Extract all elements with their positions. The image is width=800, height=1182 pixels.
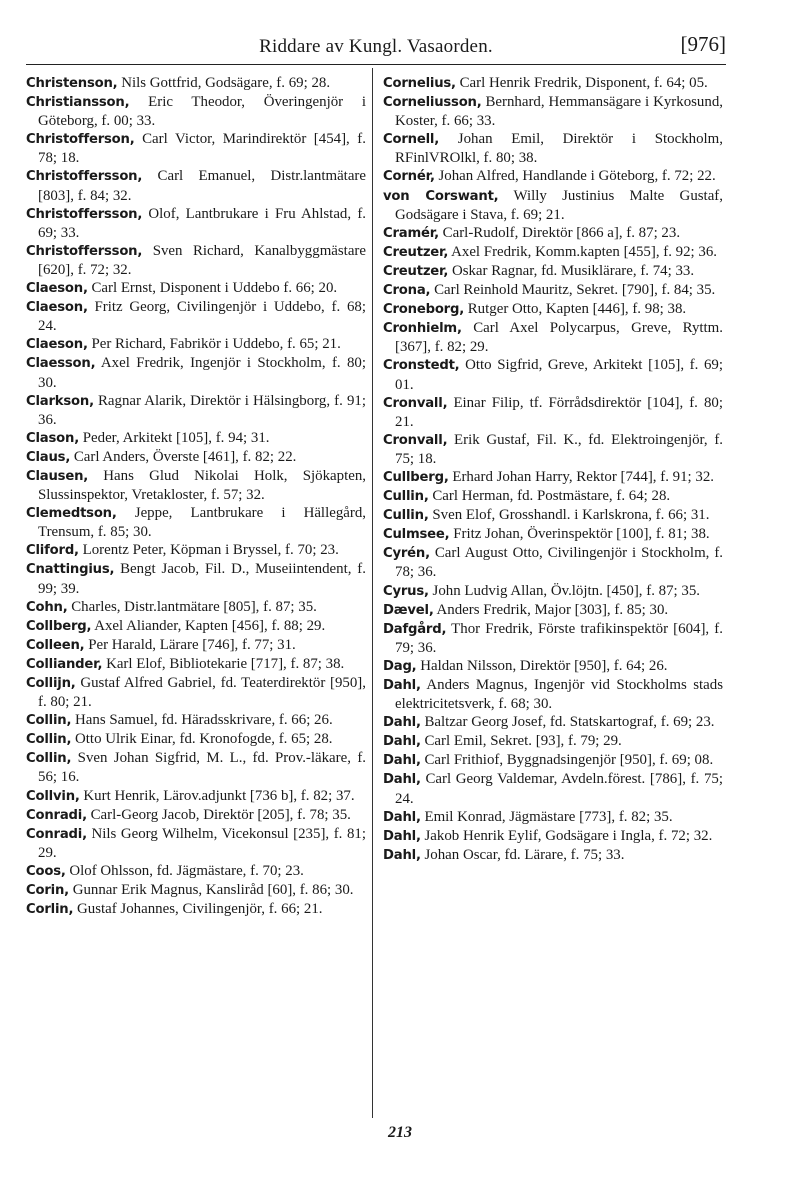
- entry-surname: Christoffersson,: [26, 243, 143, 259]
- entry-surname: Claeson,: [26, 337, 88, 353]
- entry-details: Carl Herman, fd. Postmästare, f. 64; 28.: [428, 488, 671, 505]
- register-entry: [26, 167, 366, 204]
- entry-surname: Claeson,: [26, 281, 88, 297]
- entry-surname: Colliander,: [26, 656, 103, 672]
- register-entry: [383, 620, 723, 657]
- entry-details: Hans Glud Nikolai Holk, Sjökapten, Slussinspektor, Vretakloster, f. 57; 32.: [38, 467, 366, 504]
- register-entry: [383, 468, 723, 487]
- entry-surname: Cliford,: [26, 543, 79, 559]
- entry-details: Gunnar Erik Magnus, Kansliråd [60], f. 86; 30.: [68, 882, 354, 899]
- entry-details: Bengt Jacob, Fil. D., Museiintendent, f. 99; 39.: [38, 561, 366, 597]
- entry-surname: Dag,: [383, 658, 417, 674]
- entry-details: Carl Frithiof, Byggnadsingenjör [950], f. 69; 08.: [420, 752, 714, 769]
- entry-surname: Conradi,: [26, 807, 87, 823]
- entry-details: Gustaf Alfred Gabriel, fd. Teaterdirektör [950], f. 80; 21.: [38, 675, 366, 711]
- register-entry: [26, 429, 366, 448]
- entry-surname: Dahl,: [383, 734, 421, 750]
- entry-details: Rutger Otto, Kapten [446], f. 98; 38.: [464, 301, 687, 318]
- entry-details: Thor Fredrik, Förste trafikinspektör [604], f. 79; 36.: [395, 620, 723, 656]
- entry-details: Haldan Nilsson, Direktör [950], f. 64; 26.: [416, 657, 668, 674]
- entry-details: Carl Reinhold Mauritz, Sekret. [790], f. 84; 35.: [430, 282, 716, 299]
- entry-details: Gustaf Johannes, Civilingenjör, f. 66; 21.: [73, 901, 323, 918]
- entry-details: Per Harald, Lärare [746], f. 77; 31.: [84, 636, 296, 653]
- entry-surname: Creutzer,: [383, 263, 449, 279]
- entry-surname: Conradi,: [26, 826, 87, 842]
- register-entry: [26, 711, 366, 730]
- entry-surname: Cronstedt,: [383, 358, 460, 374]
- entry-surname: Coos,: [26, 863, 66, 879]
- entry-details: Carl Emil, Sekret. [93], f. 79; 29.: [420, 733, 622, 750]
- entry-surname: Cullin,: [383, 489, 429, 505]
- entry-surname: Cornér,: [383, 169, 435, 185]
- entry-details: Nils Gottfrid, Godsägare, f. 69; 28.: [117, 75, 331, 91]
- entry-surname: Cornell,: [383, 132, 440, 148]
- entry-details: Otto Ulrik Einar, fd. Kronofogde, f. 65; 28.: [71, 731, 333, 748]
- entry-details: Johan Alfred, Handlande i Göteborg, f. 72; 22.: [434, 168, 716, 185]
- entry-surname: Clarkson,: [26, 393, 94, 409]
- entry-details: Carl Anders, Överste [461], f. 82; 22.: [70, 448, 297, 465]
- register-entry: [383, 506, 723, 525]
- page-header: [26, 30, 726, 60]
- register-entry: [383, 657, 723, 676]
- entry-details: Jeppe, Lantbrukare i Hällegård, Trensum, f. 85; 30.: [38, 505, 366, 541]
- entry-details: Lorentz Peter, Köpman i Bryssel, f. 70; 23.: [78, 542, 339, 559]
- entry-details: Bernhard, Hemmansägare i Kyrkosund, Koster, f. 66; 33.: [395, 94, 723, 130]
- entry-surname: Crona,: [383, 283, 431, 299]
- entry-details: Johan Emil, Direktör i Stockholm, RFinlVROlkl, f. 80; 38.: [395, 131, 723, 167]
- register-entry: [26, 674, 366, 711]
- register-entry: [26, 825, 366, 862]
- entry-surname: Clason,: [26, 430, 80, 446]
- entry-surname: Claesson,: [26, 356, 96, 372]
- register-entry: [383, 281, 723, 300]
- register-entry: [26, 749, 366, 786]
- register-entry: [383, 224, 723, 243]
- entry-details: Charles, Distr.lantmätare [805], f. 87; 35.: [67, 598, 317, 615]
- entry-surname: Dahl,: [383, 678, 421, 693]
- entry-details: Sven Johan Sigfrid, M. L., fd. Prov.-läkare, f. 56; 16.: [38, 750, 366, 786]
- entry-details: Carl Henrik Fredrik, Disponent, f. 64; 05.: [455, 75, 708, 91]
- column-divider: [372, 68, 373, 1118]
- entry-surname: Christoffersson,: [26, 206, 143, 222]
- register-entry: [26, 335, 366, 354]
- entry-surname: Creutzer,: [383, 244, 449, 260]
- register-entry: [383, 732, 723, 751]
- entry-surname: Collin,: [26, 751, 72, 767]
- entry-details: Anders Fredrik, Major [303], f. 85; 30.: [433, 601, 669, 618]
- register-entry: [26, 279, 366, 298]
- entry-surname: Dahl,: [383, 772, 421, 788]
- entry-surname: Dævel,: [383, 602, 434, 618]
- entry-details: Carl Ernst, Disponent i Uddebo f. 66; 20.: [87, 280, 338, 297]
- register-entry: [26, 467, 366, 504]
- entry-surname: Cyrus,: [383, 583, 429, 599]
- entry-details: Emil Konrad, Jägmästare [773], f. 82; 35.: [420, 808, 673, 825]
- page-footer-number: 213: [388, 1124, 412, 1141]
- register-entry: [383, 770, 723, 807]
- entry-details: Per Richard, Fabrikör i Uddebo, f. 65; 21.: [87, 336, 341, 353]
- register-entry: [383, 356, 723, 393]
- register-entry: [383, 487, 723, 506]
- register-entry: [26, 130, 366, 167]
- entry-surname: Culmsee,: [383, 527, 450, 543]
- entry-details: Jakob Henrik Eylif, Godsägare i Ingla, f. 72; 32.: [420, 827, 713, 844]
- register-entry: [383, 262, 723, 281]
- register-entry: [26, 560, 366, 597]
- register-entry: [26, 617, 366, 636]
- header-rule: [26, 64, 726, 65]
- entry-details: Axel Fredrik, Komm.kapten [455], f. 92; 36.: [448, 243, 718, 260]
- entry-surname: Cronvall,: [383, 432, 448, 448]
- entry-details: Carl-Rudolf, Direktör [866 a], f. 87; 23.: [438, 224, 681, 241]
- entry-details: Nils Georg Wilhelm, Vicekonsul [235], f. 81; 29.: [38, 825, 366, 861]
- entry-details: Carl-Georg Jacob, Direktör [205], f. 78; 35.: [86, 806, 351, 823]
- register-entry: [26, 900, 366, 919]
- entry-details: Carl Axel Polycarpus, Greve, Ryttm. [367], f. 82; 29.: [395, 320, 723, 356]
- entry-surname: Croneborg,: [383, 302, 465, 318]
- entry-surname: Cramér,: [383, 225, 439, 241]
- entry-surname: Dahl,: [383, 828, 421, 844]
- register-entry: [26, 354, 366, 391]
- entry-details: Oskar Ragnar, fd. Musiklärare, f. 74; 33.: [448, 262, 695, 279]
- entry-surname: Dahl,: [383, 753, 421, 769]
- register-entry: [383, 751, 723, 770]
- entry-details: Axel Fredrik, Ingenjör i Stockholm, f. 80; 30.: [38, 355, 366, 391]
- entry-details: Kurt Henrik, Lärov.adjunkt [736 b], f. 82; 37.: [79, 787, 355, 804]
- entry-surname: von Corswant,: [383, 188, 499, 204]
- entry-details: Erik Gustaf, Fil. K., fd. Elektroingenjör, f. 75; 18.: [395, 431, 723, 467]
- entry-surname: Christoffersson,: [26, 169, 143, 185]
- register-entry: [383, 243, 723, 262]
- entry-details: Fritz Georg, Civilingenjör i Uddebo, f. 68; 24.: [38, 299, 366, 335]
- entry-surname: Colleen,: [26, 637, 85, 653]
- entry-details: Olof, Lantbrukare i Fru Ahlstad, f. 69; 33.: [38, 205, 366, 241]
- entry-details: John Ludvig Allan, Öv.löjtn. [450], f. 87; 35.: [428, 582, 701, 599]
- register-entry: [26, 862, 366, 881]
- register-entry: [26, 392, 366, 429]
- entry-details: Olof Ohlsson, fd. Jägmästare, f. 70; 23.: [65, 862, 304, 879]
- entry-surname: Corin,: [26, 883, 69, 899]
- entry-details: Carl August Otto, Civilingenjör i Stockholm, f. 78; 36.: [395, 545, 723, 581]
- entry-details: Axel Aliander, Kapten [456], f. 88; 29.: [91, 617, 326, 634]
- entry-surname: Dahl,: [383, 809, 421, 825]
- entry-details: Carl Emanuel, Distr.lantmätare [803], f. 84; 32.: [38, 168, 366, 204]
- register-entry: [26, 298, 366, 335]
- entry-surname: Cyrén,: [383, 546, 430, 562]
- entry-surname: Collberg,: [26, 618, 92, 634]
- register-entry: [383, 676, 723, 713]
- register-entry: [26, 448, 366, 467]
- entry-details: Erhard Johan Harry, Rektor [744], f. 91; 32.: [448, 468, 714, 485]
- register-entry: [26, 541, 366, 560]
- entry-surname: Cornelius,: [383, 76, 456, 91]
- register-entry: [26, 806, 366, 825]
- entry-surname: Christiansson,: [26, 95, 130, 111]
- register-entry: [383, 582, 723, 601]
- entry-surname: Claus,: [26, 449, 71, 465]
- register-entry: [26, 504, 366, 541]
- entry-details: Willy Justinius Malte Gustaf, Godsägare i Stava, f. 69; 21.: [395, 187, 723, 223]
- entry-details: Sven Richard, Kanalbyggmästare [620], f. 72; 32.: [38, 242, 366, 278]
- entry-surname: Collijn,: [26, 676, 76, 691]
- entry-surname: Christenson,: [26, 76, 118, 91]
- register-entry: [383, 187, 723, 224]
- entry-details: Ragnar Alarik, Direktör i Hälsingborg, f. 91; 36.: [38, 392, 366, 428]
- register-entry: [383, 827, 723, 846]
- running-title: Riddare av Kungl. Vasaorden.: [259, 36, 493, 57]
- register-entry: [383, 713, 723, 732]
- entry-details: Carl Victor, Marindirektör [454], f. 78; 18.: [38, 131, 366, 167]
- register-entry: [26, 242, 366, 279]
- register-entry: [26, 730, 366, 749]
- entry-surname: Claeson,: [26, 300, 88, 316]
- register-entry: [26, 74, 366, 93]
- register-entry: [383, 300, 723, 319]
- right-column: [383, 74, 723, 865]
- register-entry: [26, 636, 366, 655]
- entry-surname: Cullberg,: [383, 469, 449, 485]
- register-entry: [383, 130, 723, 167]
- register-entry: [26, 205, 366, 242]
- register-entry: [383, 167, 723, 186]
- entry-details: Hans Samuel, fd. Häradsskrivare, f. 66; 26.: [71, 712, 333, 729]
- entry-details: Eric Theodor, Överingenjör i Göteborg, f. 00; 33.: [38, 94, 366, 130]
- entry-details: Karl Elof, Bibliotekarie [717], f. 87; 38.: [102, 655, 345, 672]
- entry-surname: Cullin,: [383, 508, 429, 524]
- entry-surname: Collin,: [26, 732, 72, 748]
- entry-surname: Christofferson,: [26, 132, 135, 148]
- register-entry: [26, 655, 366, 674]
- entry-details: Fritz Johan, Överinspektör [100], f. 81; 38.: [449, 526, 710, 543]
- entry-surname: Cohn,: [26, 599, 68, 615]
- register-entry: [383, 544, 723, 581]
- entry-surname: Corneliusson,: [383, 95, 482, 111]
- entry-details: Otto Sigfrid, Greve, Arkitekt [105], f. 69; 01.: [395, 357, 723, 393]
- entry-details: Sven Elof, Grosshandl. i Karlskrona, f. 66; 31.: [428, 507, 710, 524]
- entry-details: Einar Filip, tf. Förrådsdirektör [104], f. 80; 21.: [395, 394, 723, 430]
- register-entry: [383, 93, 723, 130]
- register-entry: [383, 601, 723, 620]
- entry-surname: Dahl,: [383, 715, 421, 731]
- entry-surname: Collvin,: [26, 788, 80, 804]
- register-entry: [26, 881, 366, 900]
- left-column: [26, 74, 366, 919]
- register-entry: [383, 319, 723, 356]
- entry-surname: Clausen,: [26, 468, 89, 484]
- register-entry: [383, 74, 723, 93]
- entry-details: Anders Magnus, Ingenjör vid Stockholms stads elektricitetsverk, f. 68; 30.: [395, 677, 723, 713]
- entry-details: Baltzar Georg Josef, fd. Statskartograf, f. 69; 23.: [420, 714, 715, 731]
- entry-surname: Cnattingius,: [26, 562, 115, 578]
- entry-surname: Dafgård,: [383, 621, 447, 637]
- entry-surname: Dahl,: [383, 847, 421, 863]
- register-entry: [383, 431, 723, 468]
- register-entry: [383, 525, 723, 544]
- register-entry: [383, 394, 723, 431]
- entry-surname: Cronvall,: [383, 395, 448, 411]
- entry-surname: Cronhielm,: [383, 321, 462, 337]
- entry-details: Johan Oscar, fd. Lärare, f. 75; 33.: [420, 846, 625, 863]
- register-entry: [26, 787, 366, 806]
- register-entry: [26, 598, 366, 617]
- register-entry: [383, 846, 723, 865]
- register-entry: [26, 93, 366, 130]
- entry-surname: Clemedtson,: [26, 506, 117, 522]
- bracket-page-number: [976]: [680, 32, 726, 56]
- entry-details: Carl Georg Valdemar, Avdeln.förest. [786], f. 75; 24.: [395, 771, 723, 807]
- entry-surname: Corlin,: [26, 902, 74, 918]
- entry-surname: Collin,: [26, 713, 72, 729]
- entry-details: Peder, Arkitekt [105], f. 94; 31.: [79, 429, 270, 446]
- register-entry: [383, 808, 723, 827]
